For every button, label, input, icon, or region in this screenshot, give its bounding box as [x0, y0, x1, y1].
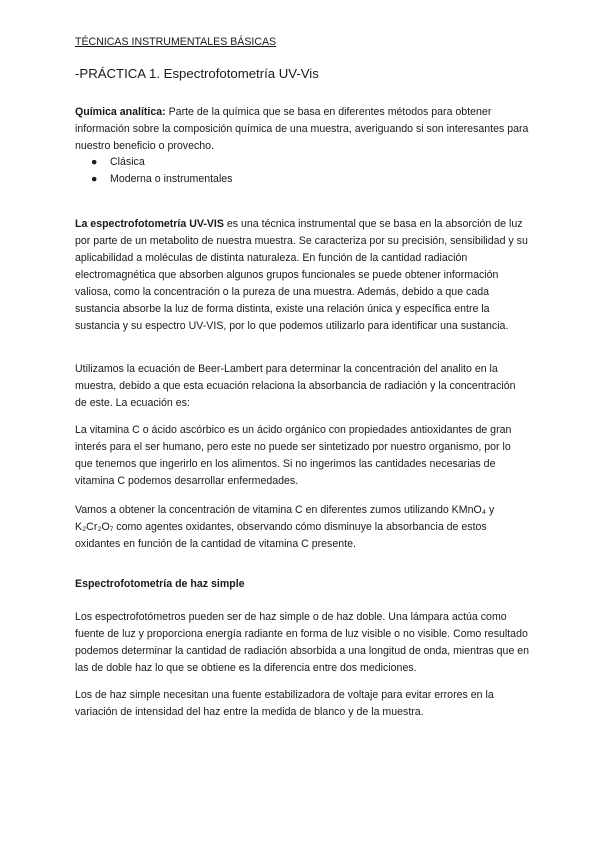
beer-lambert-paragraph: Utilizamos la ecuación de Beer-Lambert para determinar la concentración del analito en la muestra, debido a que esta ecuación relaciona la absorbancia de radiación y la concentración de este. La ecuación es: [75, 363, 516, 409]
espectrofotometria-text: es una técnica instrumental que se basa en la absorción de luz por parte de un metabolito de nuestra muestra. Se caracteriza por su precisión, sensibilidad y su aplicabilidad a moléculas de distinta naturaleza. En función de la cantidad radiación electromagnética que absorben algunos grupos funcionales se puede obtener información valiosa, como la concentración o la pureza de una muestra. Además, debido a que cada sustancia absorbe la luz de forma distinta, existe una relación única y específica entre la sustancia y su espectro UV-VIS, por lo que podemos utilizarlo para identificar una sustancia. [75, 218, 528, 332]
list-item-label: Moderna o instrumentales [110, 173, 233, 185]
haz-simple-paragraph-2: Los de haz simple necesitan una fuente estabilizadora de voltaje para evitar errores en la variación de intensidad del haz entre la medida de blanco y de la muestra. [75, 689, 494, 718]
haz-simple-heading: Espectrofotometría de haz simple [75, 578, 245, 590]
analysis-types-list [91, 154, 232, 188]
list-item-label: Clásica [110, 156, 145, 168]
document-title: TÉCNICAS INSTRUMENTALES BÁSICAS [75, 36, 277, 48]
oxidantes-paragraph: Vamos a obtener la concentración de vitamina C en diferentes zumos utilizando KMnO₄ y K₂Cr₂O₇ como agentes oxidantes, observando cómo disminuye la absorbancia de estos oxidantes en función de la cantidad de vitamina C presente. [75, 504, 495, 550]
quimica-analitica-paragraph [75, 104, 530, 155]
bullet-icon: ● [91, 173, 98, 185]
haz-simple-paragraph-1: Los espectrofotómetros pueden ser de haz simple o de haz doble. Una lámpara actúa como fuente de luz y proporciona energía radiante en forma de luz visible o no visible. Como resultado podemos determinar la cantidad de radiación absorbida a una longitud de onda, mientras que en las de doble haz lo que se obtiene es la diferencia entre dos mediciones. [75, 611, 530, 674]
quimica-analitica-term: Química analítica: [75, 106, 166, 118]
practice-title: -PRÁCTICA 1. Espectrofotometría UV-Vis [75, 66, 319, 81]
bullet-icon: ● [91, 156, 98, 168]
list-item [91, 154, 232, 171]
quimica-analitica-text: Parte de la química que se basa en diferentes métodos para obtener información sobre la composición química de una muestra, averiguando si son interesantes para nuestro beneficio o provecho. [75, 106, 529, 152]
vitamina-c-paragraph: La vitamina C o ácido ascórbico es un ácido orgánico con propiedades antioxidantes de gran interés para el ser humano, pero este no puede ser sintetizado por nuestro organismo, por lo que tenemos que ingerirlo en los alimentos. Si no ingerimos las cantidades necesarias de vitamina C podemos desarrollar enfermedades. [75, 424, 512, 487]
list-item [91, 171, 232, 188]
espectrofotometria-term: La espectrofotometría UV-VIS [75, 218, 224, 230]
espectrofotometria-paragraph [75, 216, 530, 335]
